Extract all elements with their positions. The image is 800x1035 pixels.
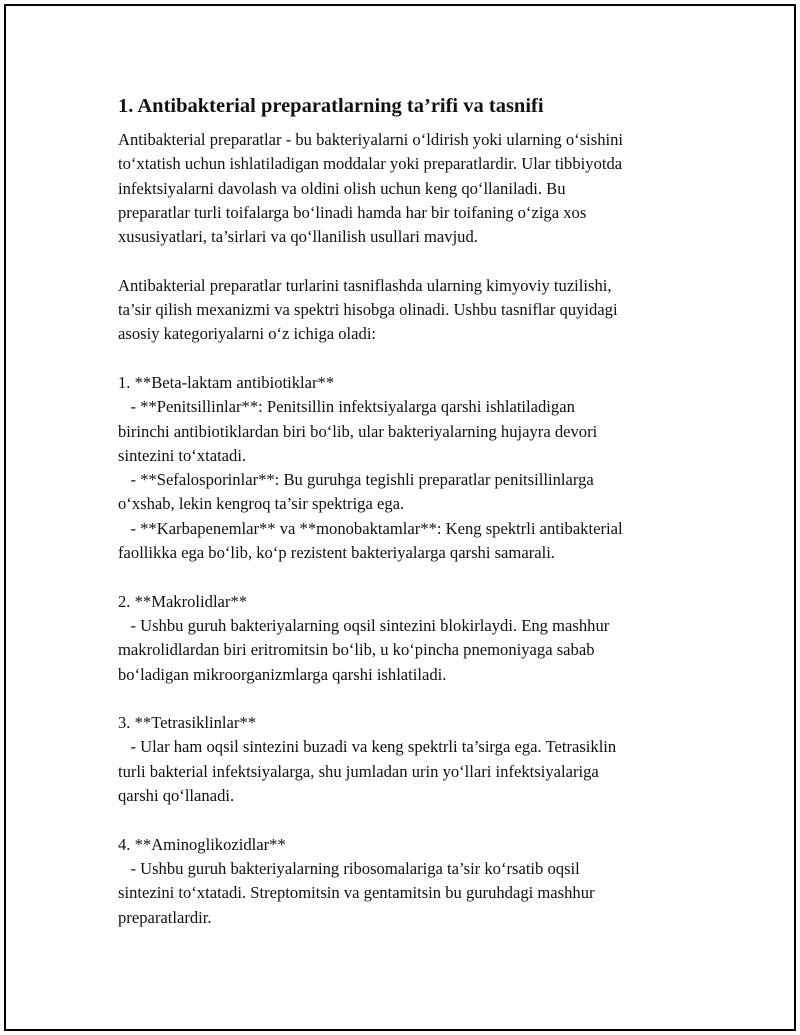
text-line: birinchi antibiotiklardan biri bo‘lib, ular bakteriyalarning hujayra devori [118,421,598,441]
text-line: ta’sir qilish mexanizmi va spektri hisobga olinadi. Ushbu tasniflar quyidagi [118,300,618,320]
paragraph-classification [118,274,698,347]
text-line: Antibakterial preparatlar turlarini tasniflashda ularning kimyoviy tuzilishi, [118,275,612,295]
list-item-macrolides [118,590,698,687]
paragraph-spacer [118,687,698,711]
paragraph-spacer [118,808,698,832]
text-line: - Ular ham oqsil sintezini buzadi va keng spektrli ta’sirga ega. Tetrasiklin [118,737,617,757]
text-line: o‘xshab, lekin kengroq ta’sir spektriga ega. [118,494,405,514]
text-line: makrolidlardan biri eritromitsin bo‘lib, u ko‘pincha pnemoniyaga sabab [118,640,595,660]
text-line: - **Sefalosporinlar**: Bu guruhga tegishli preparatlar penitsillinlarga [118,470,594,490]
text-line: bo‘ladigan mikroorganizmlarga qarshi ishlatiladi. [118,664,447,684]
text-line: xususiyatlari, ta’sirlari va qo‘llanilish usullari mavjud. [118,227,478,247]
text-line: - **Penitsillinlar**: Penitsillin infektsiyalarga qarshi ishlatiladigan [118,397,575,417]
document-body [118,92,698,930]
text-line: - **Karbapenemlar** va **monobaktamlar**: Keng spektrli antibakterial [118,518,623,538]
text-line: sintezini to‘xtatadi. Streptomitsin va gentamitsin bu guruhdagi mashhur [118,883,595,903]
text-line: Antibakterial preparatlar - bu bakteriyalarni o‘ldirish yoki ularning o‘sishini [118,130,624,149]
paragraph-definition [118,128,698,249]
text-line: faollikka ega bo‘lib, ko‘p rezistent bakteriyalarga qarshi samarali. [118,543,555,563]
text-line: 1. **Beta-laktam antibiotiklar** [118,372,335,392]
text-line: preparatlar turli toifalarga bo‘linadi hamda har bir toifaning o‘ziga xos [118,202,587,222]
list-item-beta-lactam [118,371,698,565]
text-line: - Ushbu guruh bakteriyalarning ribosomalariga ta’sir ko‘rsatib oqsil [118,858,580,878]
text-line: to‘xtatish uchun ishlatiladigan moddalar yoki preparatlardir. Ular tibbiyotda [118,154,623,174]
paragraph-spacer [118,347,698,371]
list-item-aminoglycosides [118,833,698,930]
paragraph-spacer [118,249,698,273]
text-line: turli bakterial infektsiyalarga, shu jumladan urin yo‘llari infektsiyalariga [118,761,599,781]
text-line: - Ushbu guruh bakteriyalarning oqsil sintezini blokirlaydi. Eng mashhur [118,615,610,635]
list-item-tetracyclines [118,711,698,808]
text-line: infektsiyalarni davolash va oldini olish uchun keng qo‘llaniladi. Bu [118,178,566,198]
paragraph-spacer [118,565,698,589]
text-line: 2. **Makrolidlar** [118,591,248,611]
text-line: asosiy kategoriyalarni o‘z ichiga oladi: [118,324,377,344]
text-line: 3. **Tetrasiklinlar** [118,713,257,733]
text-line: qarshi qo‘llanadi. [118,786,235,806]
text-line: preparatlardir. [118,907,212,927]
section-heading: 1. Antibakterial preparatlarning ta’rifi va tasnifi [118,95,544,117]
text-line: 4. **Aminoglikozidlar** [118,834,286,854]
text-line: sintezini to‘xtatadi. [118,445,247,465]
